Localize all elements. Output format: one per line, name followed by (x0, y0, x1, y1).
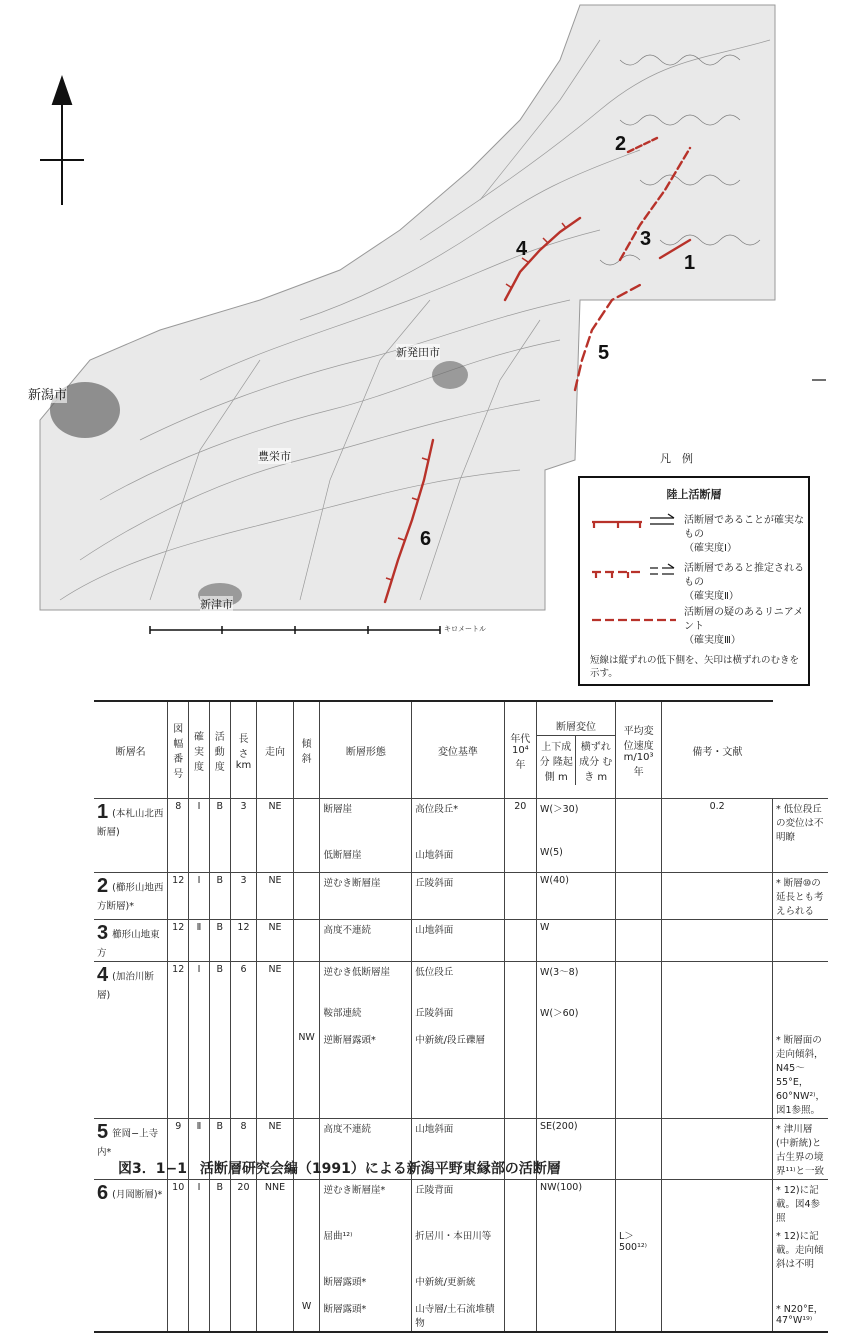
scale-bar (150, 626, 440, 634)
cell-strike (257, 1030, 293, 1119)
cell-form: 低断層崖 (320, 845, 412, 873)
cell-map (168, 1030, 189, 1119)
cell-map: 12 (168, 920, 189, 962)
cell-vert: W(40) (537, 873, 616, 920)
cell-age (504, 1272, 536, 1299)
cell-rate (662, 1119, 773, 1180)
table-row (94, 799, 828, 846)
th-dip: 傾斜 (293, 701, 320, 799)
cell-basis: 山地斜面 (412, 920, 504, 962)
fault-name: (月岡断層)* (112, 1189, 163, 1201)
fault-no: 6 (97, 1182, 109, 1204)
cell-name (94, 845, 168, 873)
cell-dip (293, 920, 320, 962)
cell-map: 12 (168, 873, 189, 920)
table-row (94, 962, 828, 1004)
cell-age (504, 962, 536, 1004)
cell-rate (662, 1003, 773, 1030)
scale-unit: キロメートル (444, 625, 486, 633)
legend-item-3-grade: （確実度Ⅲ） (684, 635, 741, 646)
north-arrow-icon (40, 78, 84, 205)
cell-vert (537, 1226, 616, 1272)
cell-rate (662, 873, 773, 920)
fault-number-4: 4 (516, 238, 528, 260)
legend-note: 短線は縦ずれの低下側を、矢印は横ずれのむきを示す。 (590, 655, 800, 679)
cell-cert: Ⅰ (189, 962, 210, 1004)
cell-form: 鞍部連続 (320, 1003, 412, 1030)
cell-cert (189, 1030, 210, 1119)
th-map-no: 図幅番号 (168, 701, 189, 799)
cell-dip (293, 1272, 320, 1299)
fault-line-5 (575, 285, 640, 390)
cell-name (94, 1226, 168, 1272)
cell-horiz (615, 845, 661, 873)
fault-number-5: 5 (598, 342, 610, 364)
cell-dip (293, 873, 320, 920)
figure-caption (118, 1158, 569, 1178)
legend-item-3-text: 活断層の疑のあるリニアメント (684, 607, 804, 632)
cell-strike: NE (257, 799, 293, 846)
cell-form: 屈曲¹²⁾ (320, 1226, 412, 1272)
cell-rate: 0.2 (662, 799, 773, 846)
cell-dip (293, 1226, 320, 1272)
fault-number-3: 3 (640, 228, 652, 250)
table-row (94, 920, 828, 962)
legend-item-3 (684, 606, 804, 648)
cell-rate (662, 1226, 773, 1272)
cell-len: 3 (230, 799, 257, 846)
cell-remark (773, 1272, 828, 1299)
cell-horiz: L＞500¹²⁾ (615, 1226, 661, 1272)
cell-vert: W (537, 920, 616, 962)
cell-dip: W (293, 1299, 320, 1332)
cell-strike: NE (257, 873, 293, 920)
cell-len: 12 (230, 920, 257, 962)
cell-vert (537, 1272, 616, 1299)
cell-strike (257, 1272, 293, 1299)
cell-basis: 山寺層/土石流堆積物 (412, 1299, 504, 1332)
cell-age (504, 1180, 536, 1227)
cell-len (230, 1030, 257, 1119)
th-activity: 活動度 (209, 701, 230, 799)
cell-form: 逆むき断層崖 (320, 873, 412, 920)
cell-horiz (615, 1299, 661, 1332)
cell-map (168, 1003, 189, 1030)
fault-name: (本札山北西断層) (97, 808, 164, 838)
cell-age (504, 873, 536, 920)
cell-remark (773, 920, 828, 962)
cell-name (94, 799, 168, 846)
fault-no: 5 (97, 1121, 109, 1143)
table-row (94, 873, 828, 920)
cell-basis: 山地斜面 (412, 1119, 504, 1180)
cell-form: 逆むき低断層崖 (320, 962, 412, 1004)
cell-map (168, 1299, 189, 1332)
cell-basis: 丘陵背面 (412, 1180, 504, 1227)
cell-rate (662, 1272, 773, 1299)
th-length: 長さ km (230, 701, 257, 799)
cell-form: 逆断層露頭* (320, 1030, 412, 1119)
map-label-niigata: 新潟市 (28, 384, 67, 403)
cell-strike: NE (257, 962, 293, 1004)
table-row (94, 845, 828, 873)
cell-dip (293, 845, 320, 873)
cell-horiz (615, 1272, 661, 1299)
fault-name: 櫛形山地東方 (97, 929, 160, 959)
cell-len (230, 1272, 257, 1299)
cell-len (230, 1299, 257, 1332)
cell-map: 10 (168, 1180, 189, 1227)
cell-vert: NW(100) (537, 1180, 616, 1227)
cell-horiz (615, 873, 661, 920)
cell-act: B (209, 799, 230, 846)
cell-remark: * N20°E，47°W¹⁹⁾ (773, 1299, 828, 1332)
cell-cert (189, 1299, 210, 1332)
cell-map: 9 (168, 1119, 189, 1180)
cell-remark: * 断層⑩の延長とも考えられる (773, 873, 828, 920)
cell-name (94, 1003, 168, 1030)
map-label-shibata: 新発田市 (396, 346, 440, 359)
cell-form: 高度不連続 (320, 920, 412, 962)
cell-strike (257, 845, 293, 873)
cell-map: 8 (168, 799, 189, 846)
cell-len: 3 (230, 873, 257, 920)
cell-strike: NNE (257, 1180, 293, 1227)
cell-remark (773, 962, 828, 1004)
fault-name: 笹岡−上寺内* (97, 1128, 159, 1158)
th-rate: 平均変位速度 m/10³年 (615, 701, 661, 799)
cell-vert: SE(200) (537, 1119, 616, 1180)
cell-basis: 折居川・本田川等 (412, 1226, 504, 1272)
cell-strike: NE (257, 1119, 293, 1180)
cell-horiz (615, 962, 661, 1004)
cell-map (168, 845, 189, 873)
cell-age (504, 1030, 536, 1119)
cell-basis: 丘陵斜面 (412, 1003, 504, 1030)
table-row (94, 1299, 828, 1332)
cell-horiz (615, 920, 661, 962)
cell-act: B (209, 1119, 230, 1180)
cell-remark: * 断層面の走向傾斜，N45〜55°E，60°NW²⁾，図1参照。 (773, 1030, 828, 1119)
legend-heading: 陸上活断層 (666, 488, 722, 501)
cell-dip (293, 962, 320, 1004)
cell-basis: 中新統/更新統 (412, 1272, 504, 1299)
fault-number-1: 1 (684, 252, 696, 274)
cell-act (209, 1299, 230, 1332)
cell-age (504, 1003, 536, 1030)
cell-act (209, 1003, 230, 1030)
th-name: 断層名 (94, 701, 168, 799)
cell-dip (293, 1180, 320, 1227)
cell-act: B (209, 1180, 230, 1227)
cell-rate (662, 920, 773, 962)
cell-horiz (615, 1003, 661, 1030)
cell-basis: 低位段丘 (412, 962, 504, 1004)
fault-name: (加治川断層) (97, 971, 154, 1001)
cell-form: 断層崖 (320, 799, 412, 846)
cell-act (209, 1030, 230, 1119)
cell-act (209, 1226, 230, 1272)
table-row (94, 1003, 828, 1030)
legend-caption: 凡 例 (660, 452, 693, 465)
figure-number: 図3．1−1 (118, 1161, 187, 1177)
cell-age (504, 920, 536, 962)
cell-rate (662, 845, 773, 873)
cell-horiz (615, 1030, 661, 1119)
cell-basis: 高位段丘* (412, 799, 504, 846)
cell-rate (662, 962, 773, 1004)
cell-cert: Ⅰ (189, 1180, 210, 1227)
th-age: 年代 10⁴年 (504, 701, 536, 799)
cell-name (94, 1272, 168, 1299)
cell-len: 20 (230, 1180, 257, 1227)
th-basis: 変位基準 (412, 701, 504, 799)
cell-len (230, 1226, 257, 1272)
cell-remark: * 低位段丘の変位は不明瞭 (773, 799, 828, 846)
cell-remark (773, 845, 828, 873)
cell-vert: W(5) (537, 845, 616, 873)
cell-act: B (209, 920, 230, 962)
legend-item-2 (684, 562, 804, 604)
cell-form: 逆むき断層崖* (320, 1180, 412, 1227)
th-certainty: 確実度 (189, 701, 210, 799)
cell-horiz (615, 799, 661, 846)
cell-vert (537, 1030, 616, 1119)
cell-vert: W(＞60) (537, 1003, 616, 1030)
table-row (94, 1272, 828, 1299)
cell-age (504, 1226, 536, 1272)
cell-age: 20 (504, 799, 536, 846)
cell-dip (293, 799, 320, 846)
cell-rate (662, 1180, 773, 1227)
cell-form: 高度不連続 (320, 1119, 412, 1180)
cell-map: 12 (168, 962, 189, 1004)
fault-table (94, 700, 828, 1333)
cell-len (230, 845, 257, 873)
cell-name (94, 1030, 168, 1119)
map-label-niitsu: 新津市 (200, 598, 233, 611)
legend-line-samples (588, 508, 680, 648)
cell-cert (189, 1003, 210, 1030)
legend-item-1-text: 活断層であることが確実なもの (684, 515, 804, 540)
cell-remark: * 12)に記載。走向傾斜は不明 (773, 1226, 828, 1272)
th-displacement-title: 断層変位 (537, 716, 615, 736)
th-horizontal: 横ずれ成分 むき m (579, 741, 613, 783)
cell-map (168, 1272, 189, 1299)
cell-act (209, 845, 230, 873)
cell-len: 8 (230, 1119, 257, 1180)
cell-name (94, 1299, 168, 1332)
cell-dip (293, 1003, 320, 1030)
fault-number-6: 6 (420, 528, 432, 550)
cell-name (94, 920, 168, 962)
fault-no: 3 (97, 922, 109, 944)
th-remarks: 備考・文献 (662, 701, 773, 799)
map-label-toyosaka: 豊栄市 (258, 450, 291, 463)
table-header-row (94, 701, 828, 799)
legend-item-1 (684, 514, 804, 556)
cell-vert (537, 1299, 616, 1332)
cell-basis: 中新統/段丘礫層 (412, 1030, 504, 1119)
cell-cert: Ⅱ (189, 920, 210, 962)
cell-name (94, 1180, 168, 1227)
cell-remark: * 12)に記載。図4参照 (773, 1180, 828, 1227)
cell-cert: Ⅰ (189, 873, 210, 920)
fault-number-2: 2 (615, 133, 627, 155)
th-form: 断層形態 (320, 701, 412, 799)
cell-map (168, 1226, 189, 1272)
cell-act: B (209, 873, 230, 920)
cell-remark (773, 1003, 828, 1030)
legend-item-2-text: 活断層であると推定されるもの (684, 563, 804, 588)
fault-no: 1 (97, 801, 109, 823)
cell-name (94, 962, 168, 1004)
cell-horiz (615, 1180, 661, 1227)
cell-act: B (209, 962, 230, 1004)
cell-form: 断層露頭* (320, 1272, 412, 1299)
cell-strike (257, 1003, 293, 1030)
fault-name: (櫛形山地西方断層)* (97, 882, 164, 912)
cell-age (504, 845, 536, 873)
figure-title: 活断層研究会編（1991）による新潟平野東縁部の活断層 (199, 1161, 561, 1177)
table-row (94, 1030, 828, 1119)
cell-cert: Ⅱ (189, 1119, 210, 1180)
legend-item-2-grade: （確実度Ⅱ） (684, 591, 739, 602)
cell-strike (257, 1299, 293, 1332)
cell-basis: 丘陵斜面 (412, 873, 504, 920)
cell-rate (662, 1030, 773, 1119)
cell-dip: NW (293, 1030, 320, 1119)
cell-strike (257, 1226, 293, 1272)
cell-len (230, 1003, 257, 1030)
cell-cert: Ⅰ (189, 799, 210, 846)
cell-cert (189, 845, 210, 873)
cell-remark: * 津川層(中新統)と古生界の境界¹¹⁾と一致 (773, 1119, 828, 1180)
th-strike: 走向 (257, 701, 293, 799)
th-displacement (537, 701, 616, 799)
table-row (94, 1226, 828, 1272)
shibata-city-area (432, 361, 468, 389)
cell-age (504, 1299, 536, 1332)
fault-no: 2 (97, 875, 109, 897)
cell-cert (189, 1226, 210, 1272)
table-row (94, 1180, 828, 1227)
cell-strike: NE (257, 920, 293, 962)
cell-vert: W(3〜8) (537, 962, 616, 1004)
cell-len: 6 (230, 962, 257, 1004)
cell-vert: W(＞30) (537, 799, 616, 846)
legend-box (578, 476, 810, 686)
cell-form: 断層露頭* (320, 1299, 412, 1332)
cell-rate (662, 1299, 773, 1332)
cell-basis: 山地斜面 (412, 845, 504, 873)
cell-horiz (615, 1119, 661, 1180)
legend-item-1-grade: （確実度Ⅰ） (684, 543, 737, 554)
fault-no: 4 (97, 964, 109, 986)
cell-name (94, 873, 168, 920)
th-vertical: 上下成分 隆起側 m (537, 736, 576, 785)
cell-act (209, 1272, 230, 1299)
cell-cert (189, 1272, 210, 1299)
